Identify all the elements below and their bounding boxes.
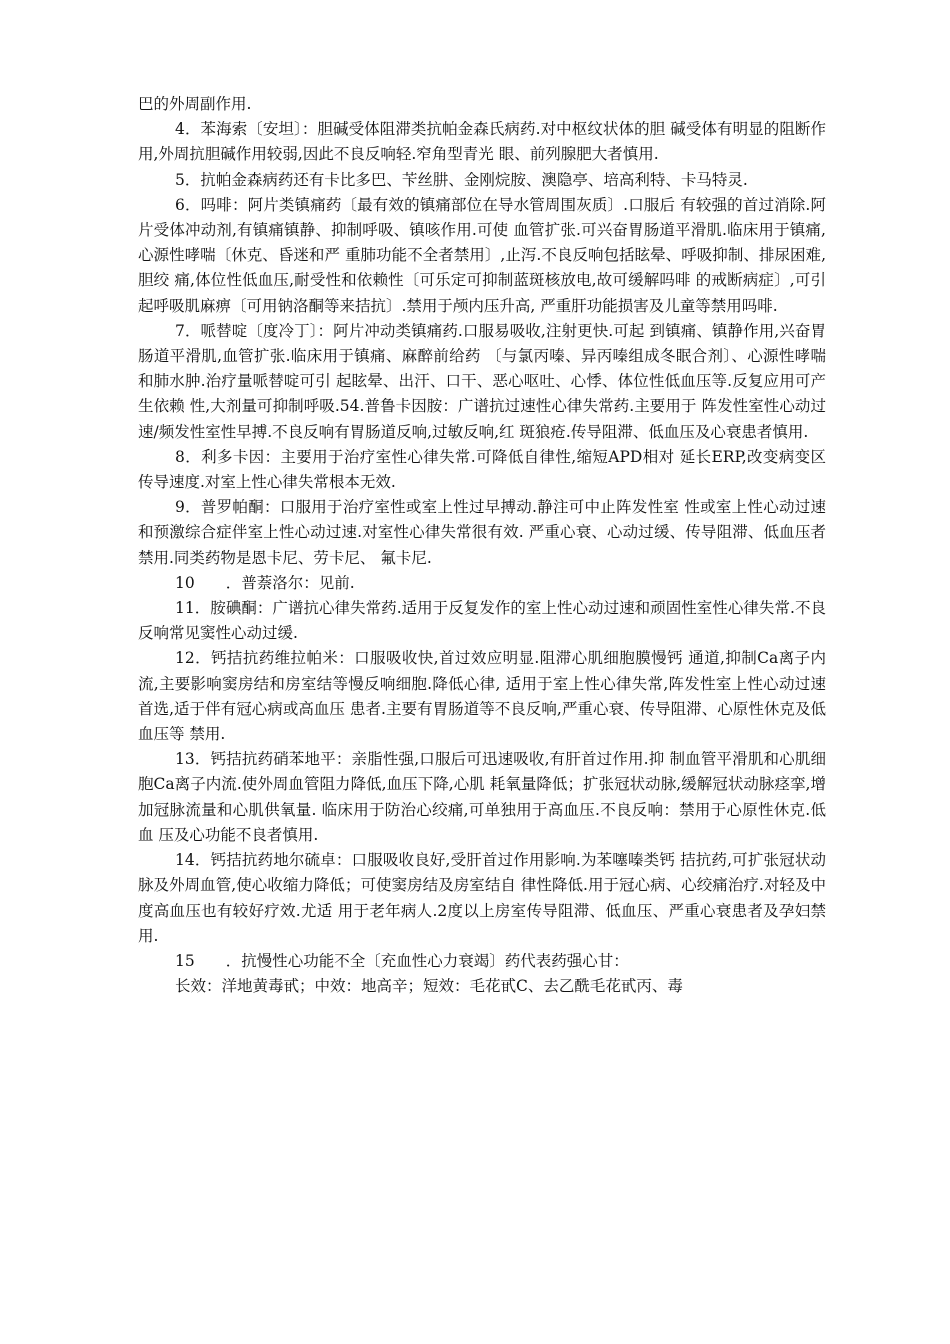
paragraph-glycoside-durations: 长效：洋地黄毒甙；中效：地高辛；短效：毛花甙C、去乙酰毛花甙丙、毒 bbox=[175, 977, 683, 996]
paragraph-9-propafenone: 9．普罗帕酮：口服用于治疗室性或室上性过早搏动.静注可中止阵发性室 性或室上性心动过速和预激综合症伴室上性心动过速.对室性心律失常很有效. 严重心衰、心动过缓、传导阻滞、低血压者禁用.同类药物是恩卡尼、劳卡尼、 氟卡尼. bbox=[138, 498, 826, 567]
paragraph-continuation: 巴的外周副作用. bbox=[138, 95, 252, 113]
paragraph-8-lidocaine: 8．利多卡因：主要用于治疗室性心律失常.可降低自律性,缩短APD相对 延长ERP,改变病变区传导速度.对室上性心律失常根本无效. bbox=[138, 447, 826, 492]
paragraph-10-propranolol: 10 ．普萘洛尔：见前. bbox=[175, 573, 355, 592]
paragraph-13-nifedipine: 13．钙拮抗药硝苯地平：亲脂性强,口服后可迅速吸收,有肝首过作用.抑 制血管平滑肌和心肌细胞Ca离子内流.使外周血管阻力降低,血压下降,心肌 耗氧量降低；扩张冠状动脉,缓解冠状动脉痉挛,增加冠脉流量和心肌供氧量. 临床用于防治心绞痛,可单独用于高血压.不良反响：禁用于心原性休克.低血 压及心功能不良者慎用. bbox=[138, 750, 826, 844]
paragraph-14-diltiazem: 14．钙拮抗药地尔硫卓：口服吸收良好,受肝首过作用影响.为苯噻嗪类钙 拮抗药,可扩张冠状动脉及外周血管,使心收缩力降低；可使窦房结及房室结自 律性降低.用于冠心病、心绞痛治疗.对轻及中度高血压也有较好疗效.尤适 用于老年病人.2度以上房室传导阻滞、低血压、严重心衰患者及孕妇禁用. bbox=[138, 851, 826, 945]
paragraph-12-verapamil: 12．钙拮抗药维拉帕米：口服吸收快,首过效应明显.阻滞心肌细胞膜慢钙 通道,抑制Ca离子内流,主要影响窦房结和房室结等慢反响细胞.降低心律, 适用于室上性心律失常,阵发性室上性心动过速首选,适于伴有冠心病或高血压 患者.主要有胃肠道等不良反响,严重心衰、传导阻滞、心原性休克及低血压等 禁用. bbox=[138, 649, 826, 744]
paragraph-7-pethidine: 7．哌替啶〔度冷丁〕：阿片冲动类镇痛药.口服易吸收,注射更快.可起 到镇痛、镇静作用,兴奋胃肠道平滑肌,血管扩张.临床用于镇痛、麻醉前给药 〔与氯丙嗪、异丙嗪组成冬眠合剂〕、心源性哮喘和肺水肿.治疗量哌替啶可引 起眩晕、出汗、口干、恶心呕吐、心悸、体位性低血压等.反复应用可产生依赖 性,大剂量可抑制呼吸.54.普鲁卡因胺：广谱抗过速性心律失常药.主要用于 阵发性室性心动过速/频发性室性早搏.不良反响有胃肠道反响,过敏反响,红 斑狼疮.传导阻滞、低血压及心衰患者慎用. bbox=[138, 321, 826, 441]
paragraph-4-benzhexol: 4．苯海索〔安坦〕：胆碱受体阻滞类抗帕金森氏病药.对中枢纹状体的胆 碱受体有明显的阻断作用,外周抗胆碱作用较弱,因此不良反响轻.窄角型青光 眼、前列腺肥大者慎用. bbox=[138, 120, 826, 164]
paragraph-11-amiodarone: 11．胺碘酮：广谱抗心律失常药.适用于反复发作的室上性心动过速和顽固性室性心律失常.不良反响常见窦性心动过缓. bbox=[138, 599, 826, 643]
document-body bbox=[138, 92, 826, 999]
paragraph-5-antiparkinson: 5．抗帕金森病药还有卡比多巴、苄丝肼、金刚烷胺、澳隐亭、培高利特、卡马特灵. bbox=[175, 170, 748, 189]
paragraph-6-morphine: 6．吗啡：阿片类镇痛药〔最有效的镇痛部位在导水管周围灰质〕.口服后 有较强的首过消除.阿片受体冲动剂,有镇痛镇静、抑制呼吸、镇咳作用.可使 血管扩张.可兴奋胃肠道平滑肌.临床用于镇痛,心源性哮喘〔休克、昏迷和严 重肺功能不全者禁用〕,止泻.不良反响包括眩晕、呼吸抑制、排尿困难,胆绞 痛,体位性低血压,耐受性和依赖性〔可乐定可抑制蓝斑核放电,故可缓解吗啡 的戒断病症〕,可引起呼吸肌麻痹〔可用钠洛酮等来拮抗〕.禁用于颅内压升高, 严重肝功能损害及儿童等禁用吗啡. bbox=[138, 195, 826, 315]
paragraph-15-cardiac-glycosides: 15 ．抗慢性心功能不全〔充血性心力衰竭〕药代表药强心甘： bbox=[175, 951, 629, 970]
